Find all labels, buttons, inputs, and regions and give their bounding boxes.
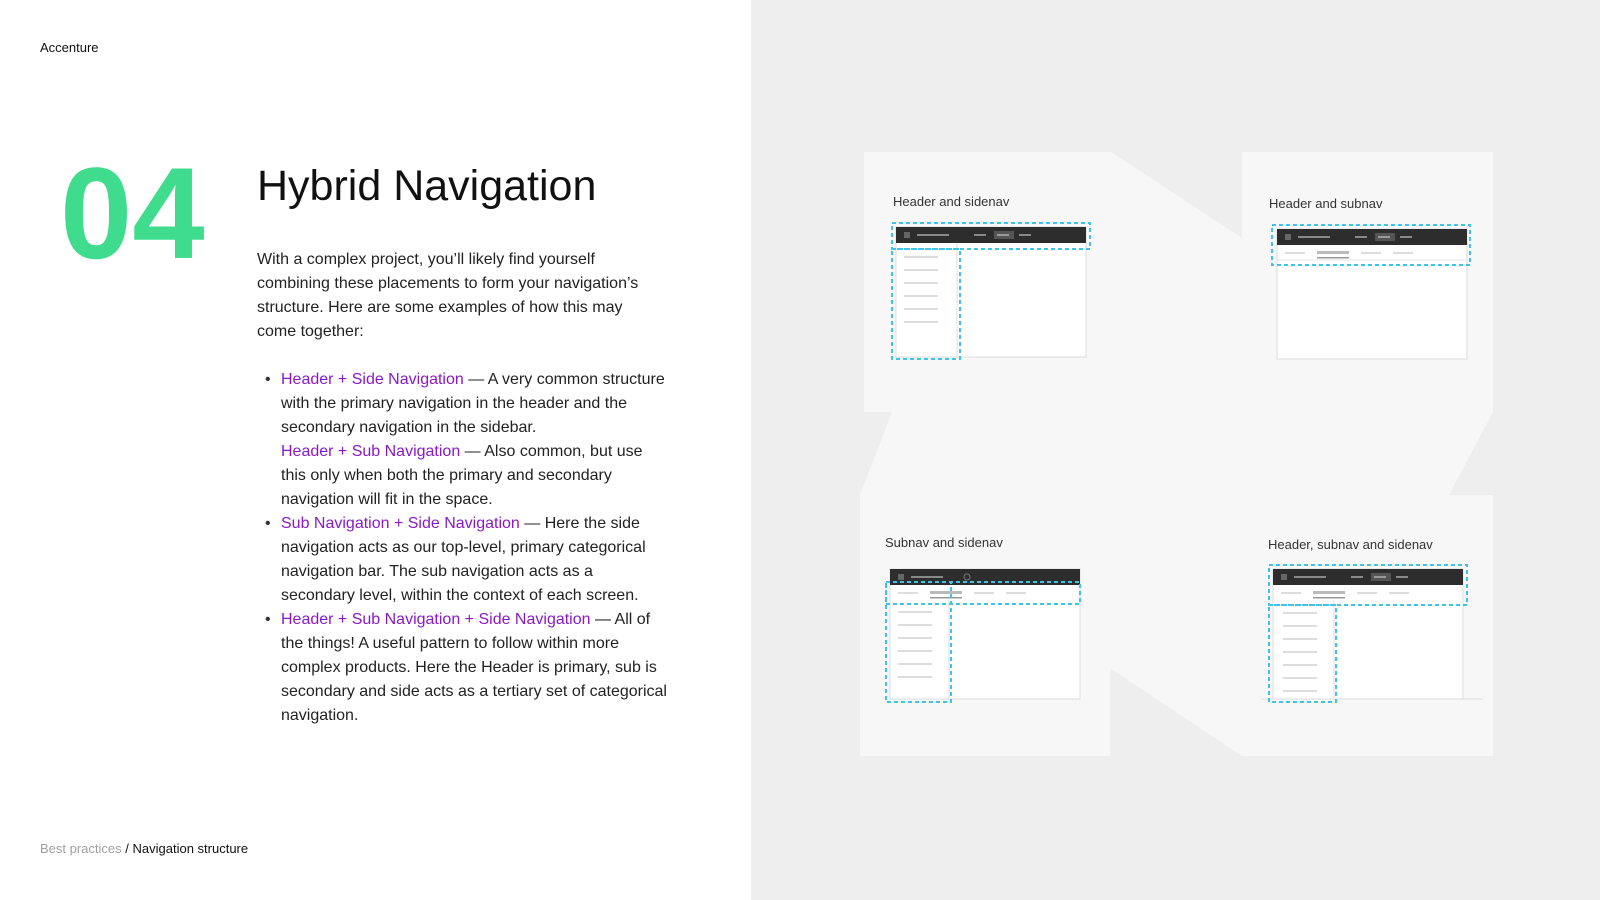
section-number: 04 — [60, 140, 205, 286]
item-text: — A very common structure with the primary navigation in the header and the secondary navigation in the sidebar. — [281, 371, 665, 436]
diagram-label: Header, subnav and sidenav — [1268, 537, 1433, 552]
header-subnav-wireframe — [1271, 224, 1481, 374]
list-item — [257, 368, 667, 440]
subnav-sidenav-wireframe — [885, 564, 1095, 714]
header-sidenav-wireframe — [891, 222, 1101, 372]
breadcrumb-separator: / — [121, 841, 133, 856]
breadcrumb — [40, 841, 248, 856]
item-highlight: Header + Sub Navigation — [281, 443, 461, 460]
brand-name: Accenture — [40, 40, 99, 55]
breadcrumb-current: Navigation structure — [132, 841, 249, 856]
list-item — [257, 512, 667, 608]
item-highlight: Header + Side Navigation — [281, 371, 464, 388]
item-highlight: Sub Navigation + Side Navigation — [281, 515, 520, 532]
list-item — [257, 608, 667, 728]
breadcrumb-parent[interactable]: Best practices — [40, 841, 122, 856]
diagram-label: Header and subnav — [1269, 196, 1383, 211]
navigation-pattern-list — [257, 368, 667, 728]
item-highlight: Header + Sub Navigation + Side Navigation — [281, 611, 591, 628]
list-item — [257, 440, 667, 512]
item-text: — Also common, but use this only when both the primary and secondary navigation will fit in the space. — [281, 443, 643, 508]
header-subnav-sidenav-wireframe — [1261, 564, 1486, 714]
page-title: Hybrid Navigation — [257, 162, 597, 210]
intro-paragraph: With a complex project, you’ll likely find yourself combining these placements to form your navigation’s structure. Here are some examples of how this may come together: — [257, 251, 639, 340]
item-text: — All of the things! A useful pattern to follow within more complex products. Here the Header is primary, sub is secondary and side acts as a tertiary set of categorical navigation. — [281, 611, 667, 724]
diagram-label: Subnav and sidenav — [885, 535, 1003, 550]
item-text: — Here the side navigation acts as our top-level, primary categorical navigation bar. The sub navigation acts as a secondary level, within the context of each screen. — [281, 515, 646, 604]
diagram-label: Header and sidenav — [893, 194, 1010, 209]
